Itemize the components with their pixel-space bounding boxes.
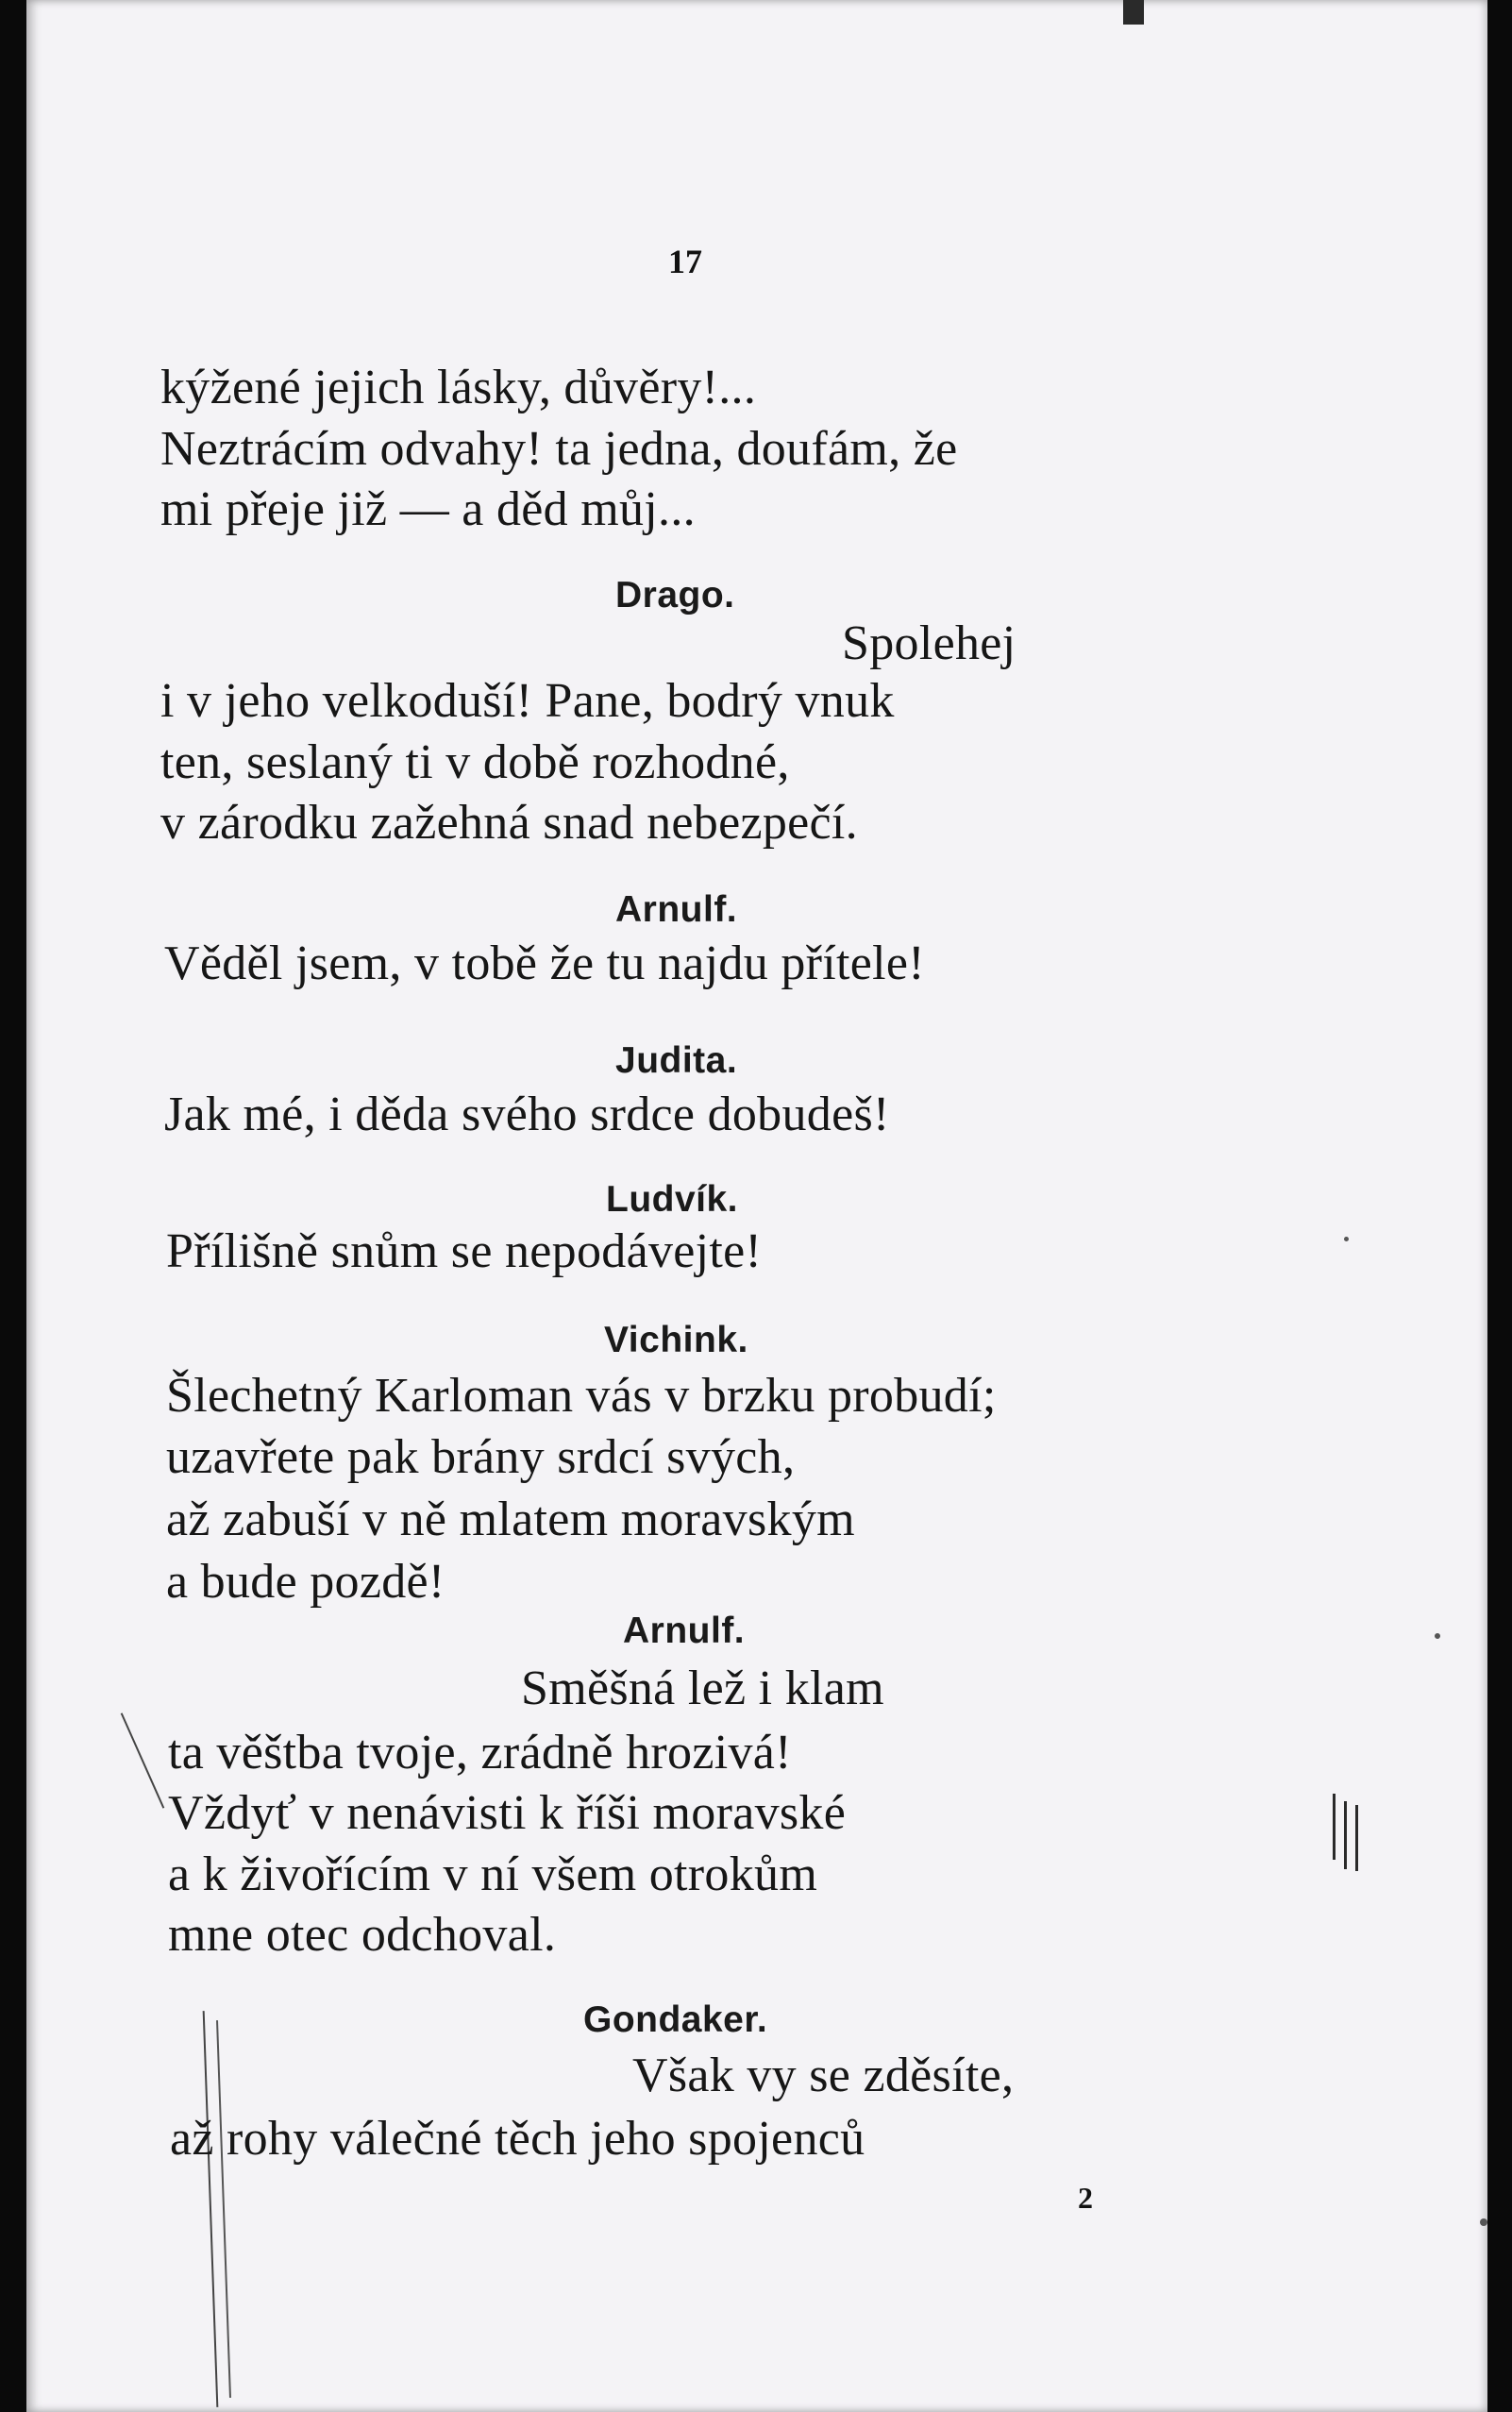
verse-line: v zárodku zažehná snad nebezpečí. (160, 796, 858, 850)
scan-speck (1435, 1633, 1440, 1639)
verse-line: Přílišně snům se nepodávejte! (166, 1224, 763, 1278)
verse-line: Spolehej (842, 616, 1016, 670)
scan-artifact-top (1123, 0, 1144, 25)
verse-line: Šlechetný Karloman vás v brzku probudí; (166, 1369, 997, 1423)
verse-line: až zabuší v ně mlatem moravským (166, 1493, 855, 1546)
scan-left-border (0, 0, 26, 2412)
verse-line: Jak mé, i děda svého srdce dobudeš! (164, 1088, 890, 1141)
speaker-name: Drago. (615, 575, 735, 616)
verse-line: Směšná lež i klam (521, 1661, 884, 1715)
verse-line: Neztrácím odvahy! ta jedna, doufám, že (160, 422, 958, 476)
scan-speck (1344, 1237, 1349, 1241)
verse-line: mne otec odchoval. (168, 1908, 557, 1962)
verse-line: uzavřete pak brány srdcí svých, (166, 1430, 796, 1484)
speaker-name: Vichink. (604, 1320, 748, 1360)
speaker-name: Arnulf. (623, 1611, 746, 1651)
verse-line: Vždyť v nenávisti k říši moravské (168, 1786, 847, 1840)
verse-line: kýžené jejich lásky, důvěry!... (160, 361, 757, 414)
speaker-name: Arnulf. (615, 889, 738, 930)
scan-right-border (1487, 0, 1512, 2412)
verse-line: i v jeho velkoduší! Pane, bodrý vnuk (160, 674, 895, 728)
verse-line: a bude pozdě! (166, 1555, 445, 1609)
verse-line: Věděl jsem, v tobě že tu najdu přítele! (164, 936, 925, 990)
scan-speck (1480, 2218, 1487, 2226)
scan-artifact-bar (1333, 1794, 1336, 1860)
verse-line: ta věštba tvoje, zrádně hrozivá! (168, 1726, 792, 1779)
verse-line: mi přeje již — a děd můj... (160, 482, 696, 536)
signature-mark: 2 (1078, 2181, 1093, 2215)
speaker-name: Ludvík. (606, 1179, 739, 1220)
verse-line: Však vy se zděsíte, (632, 2049, 1015, 2102)
verse-line: až rohy válečné těch jeho spojenců (170, 2112, 865, 2166)
page-number: 17 (668, 243, 702, 280)
scan-artifact-bar (1355, 1805, 1358, 1871)
verse-line: ten, seslaný ti v době rozhodné, (160, 735, 790, 789)
speaker-name: Gondaker. (583, 1999, 768, 2040)
speaker-name: Judita. (615, 1040, 738, 1081)
verse-line: a k živořícím v ní všem otrokům (168, 1847, 818, 1901)
scan-artifact-bar (1344, 1801, 1347, 1869)
